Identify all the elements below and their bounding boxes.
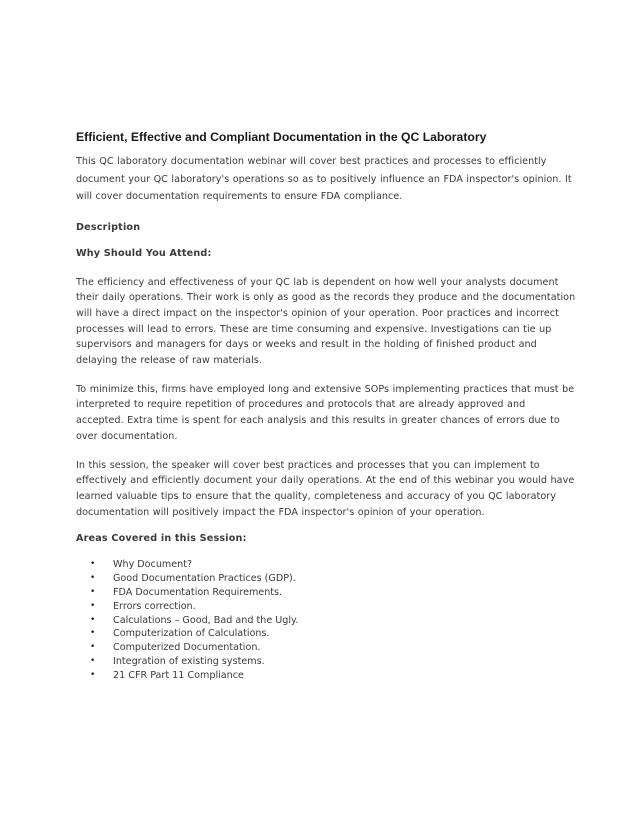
bullet-icon: • [90, 586, 96, 597]
list-item [90, 600, 576, 614]
bullet-icon: • [90, 614, 96, 625]
list-item-label: Calculations – Good, Bad and the Ugly. [113, 614, 299, 626]
list-item-label: Why Document? [113, 559, 193, 571]
bullet-icon: • [90, 642, 96, 653]
list-item-label: 21 CFR Part 11 Compliance [113, 669, 244, 681]
list-item-label: FDA Documentation Requirements. [113, 586, 283, 598]
list-item [90, 572, 576, 586]
list-item [90, 627, 576, 641]
document-page [76, 130, 576, 683]
list-item-label: Computerized Documentation. [113, 642, 261, 654]
body-paragraph-2: To minimize this, firms have employed long and extensive SOPs implementing practices that must be interpreted to require repetition of procedures and protocols that are already approved and accepted. Extra time is spent for each analysis and this results in greater chances of errors due to over documentation. [76, 383, 575, 442]
bullet-icon: • [90, 600, 96, 611]
why-attend-heading: Why Should You Attend: [76, 247, 212, 259]
document-title: Efficient, Effective and Compliant Documentation in the QC Laboratory [76, 130, 487, 144]
bullet-icon: • [90, 669, 96, 680]
bullet-icon: • [90, 559, 96, 570]
list-item-label: Errors correction. [113, 600, 196, 612]
list-item-label: Computerization of Calculations. [113, 628, 270, 640]
list-item [90, 641, 576, 655]
list-item-label: Integration of existing systems. [113, 655, 265, 667]
areas-covered-heading: Areas Covered in this Session: [76, 533, 247, 545]
description-heading: Description [76, 221, 141, 233]
list-item [90, 586, 576, 600]
list-item [90, 558, 576, 572]
body-paragraph-1: The efficiency and effectiveness of your QC lab is dependent on how well your analysts document their daily operations. Their work is only as good as the records they produce and the documentation will have a direct impact on the inspector's opinion of your operation. Poor practices and incorrect processes will lead to errors. These are time consuming and expensive. Investigations can tie up supervisors and managers for days or weeks and result in the holding of finished product and delaying the release of raw materials. [76, 276, 576, 367]
list-item [90, 655, 576, 669]
list-item-label: Good Documentation Practices (GDP). [113, 573, 296, 585]
body-paragraph-3: In this session, the speaker will cover best practices and processes that you can implement to effectively and efficiently document your daily operations. At the end of this webinar you would have learned valuable tips to ensure that the quality, completeness and accuracy of you QC laboratory documentation will positively impact the FDA inspector's opinion of your operation. [76, 459, 575, 518]
list-item [90, 669, 576, 683]
list-item [90, 614, 576, 628]
bullet-icon: • [90, 573, 96, 584]
intro-paragraph: This QC laboratory documentation webinar will cover best practices and processes to efficiently document your QC laboratory's operations so as to positively influence an FDA inspector's opinion. It will cover documentation requirements to ensure FDA compliance. [76, 156, 572, 202]
bullet-icon: • [90, 655, 96, 666]
bullet-icon: • [90, 628, 96, 639]
areas-covered-list [76, 558, 576, 682]
